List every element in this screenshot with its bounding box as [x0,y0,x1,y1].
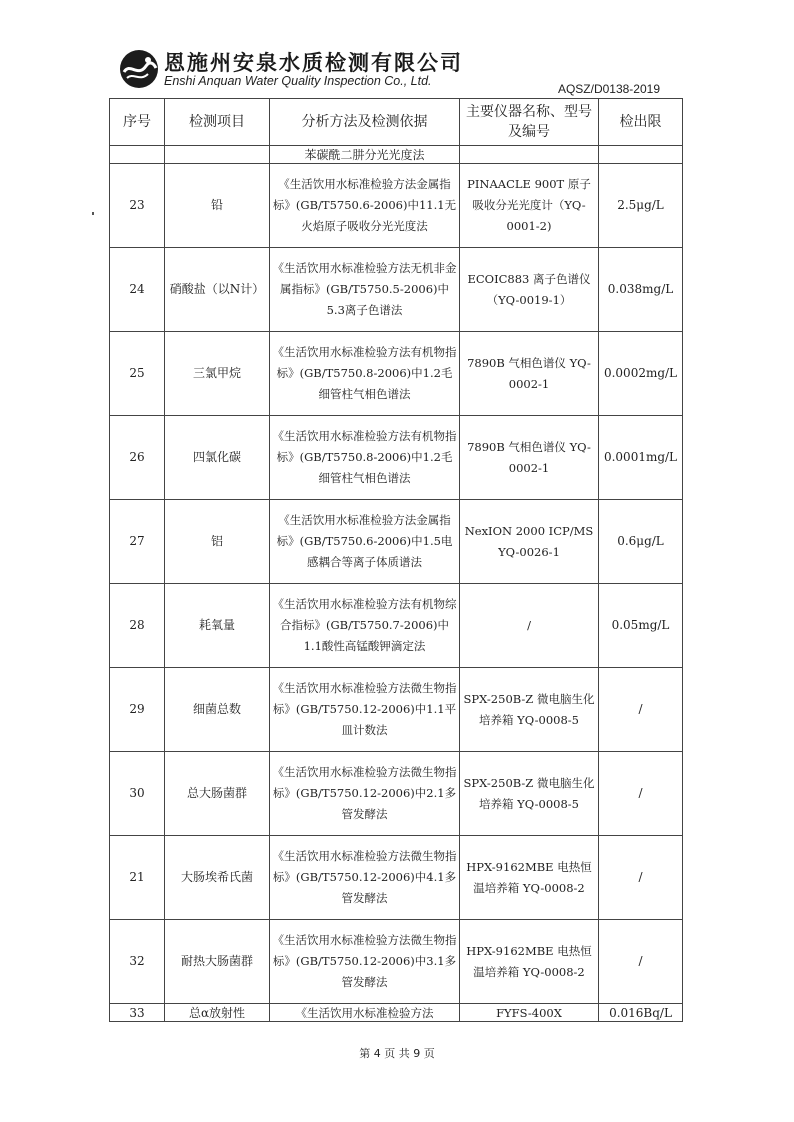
cell-seq: 30 [110,752,165,836]
cell-limit: / [599,920,683,1004]
header-item: 检测项目 [165,99,270,146]
table-row [110,920,683,1004]
cell-instrument: HPX-9162MBE 电热恒温培养箱 YQ-0008-2 [460,836,599,920]
cell-seq: 32 [110,920,165,1004]
table-row [110,164,683,248]
cell-seq: 29 [110,668,165,752]
document-code: AQSZ/D0138-2019 [557,82,660,96]
table-row [110,584,683,668]
cell-item: 铝 [165,500,270,584]
continuation-note: 苯碳酰二肼分光光度法 [270,146,460,164]
cell-seq: 26 [110,416,165,500]
table-row [110,668,683,752]
cell-item: 耐热大肠菌群 [165,920,270,1004]
cell-method: 《生活饮用水标准检验方法 [270,1004,460,1022]
table-row [110,332,683,416]
cell-limit: 0.0001mg/L [599,416,683,500]
cell-method: 《生活饮用水标准检验方法微生物指标》(GB/T5750.12-2006)中4.1多管发酵法 [270,836,460,920]
cell-seq: 33 [110,1004,165,1022]
cell-instrument: 7890B 气相色谱仪 YQ-0002-1 [460,332,599,416]
table-row [110,248,683,332]
cell-method: 《生活饮用水标准检验方法有机物综合指标》(GB/T5750.7-2006)中1.1酸性高锰酸钾滴定法 [270,584,460,668]
company-name-en: Enshi Anquan Water Quality Inspection Co., Ltd. [164,74,432,88]
continuation-row [110,146,683,164]
table-header-row [110,99,683,146]
test-methods-table [109,98,682,1022]
cell-limit: 2.5μg/L [599,164,683,248]
header-seq: 序号 [110,99,165,146]
cell-limit: / [599,836,683,920]
cell-item: 耗氧量 [165,584,270,668]
wave-logo-icon [118,48,160,90]
company-name-cn: 恩施州安泉水质检测有限公司 [164,50,463,75]
cell-limit: 0.016Bq/L [599,1004,683,1022]
cell-seq: 27 [110,500,165,584]
header-method: 分析方法及检测依据 [270,99,460,146]
cell-seq: 25 [110,332,165,416]
cell-seq: 28 [110,584,165,668]
cell-limit: 0.05mg/L [599,584,683,668]
table-row [110,836,683,920]
cell-item: 总α放射性 [165,1004,270,1022]
cell-instrument: NexION 2000 ICP/MS YQ-0026-1 [460,500,599,584]
cell-method: 《生活饮用水标准检验方法金属指标》(GB/T5750.6-2006)中1.5电感耦合等离子体质谱法 [270,500,460,584]
cell-item: 三氯甲烷 [165,332,270,416]
cell-seq: 21 [110,836,165,920]
cell-seq: 23 [110,164,165,248]
table-row-last [110,1004,683,1022]
cell-item: 硝酸盐（以N计） [165,248,270,332]
cell-item: 大肠埃希氏菌 [165,836,270,920]
page-number: 第 4 页 共 9 页 [359,1047,435,1060]
cell-instrument: FYFS-400X [460,1004,599,1022]
cell-method: 《生活饮用水标准检验方法有机物指标》(GB/T5750.8-2006)中1.2毛细管柱气相色谱法 [270,332,460,416]
cell-instrument: SPX-250B-Z 微电脑生化培养箱 YQ-0008-5 [460,668,599,752]
table-row [110,500,683,584]
header-instrument: 主要仪器名称、型号及编号 [460,99,599,146]
scan-speck [92,212,94,215]
cell-instrument: / [460,584,599,668]
cell-item: 总大肠菌群 [165,752,270,836]
table-row [110,752,683,836]
cell-method: 《生活饮用水标准检验方法无机非金属指标》(GB/T5750.5-2006)中5.3离子色谱法 [270,248,460,332]
cell-method: 《生活饮用水标准检验方法有机物指标》(GB/T5750.8-2006)中1.2毛细管柱气相色谱法 [270,416,460,500]
cell-item: 细菌总数 [165,668,270,752]
cell-instrument: PINAACLE 900T 原子吸收分光光度计（YQ-0001-2) [460,164,599,248]
cell-item: 四氯化碳 [165,416,270,500]
cell-seq: 24 [110,248,165,332]
cell-limit: / [599,752,683,836]
cell-instrument: 7890B 气相色谱仪 YQ-0002-1 [460,416,599,500]
cell-limit: 0.6μg/L [599,500,683,584]
cell-method: 《生活饮用水标准检验方法微生物指标》(GB/T5750.12-2006)中3.1多管发酵法 [270,920,460,1004]
cell-limit: / [599,668,683,752]
header-limit: 检出限 [599,99,683,146]
cell-limit: 0.038mg/L [599,248,683,332]
cell-method: 《生活饮用水标准检验方法金属指标》(GB/T5750.6-2006)中11.1无火焰原子吸收分光光度法 [270,164,460,248]
table-row [110,416,683,500]
cell-instrument: HPX-9162MBE 电热恒温培养箱 YQ-0008-2 [460,920,599,1004]
cell-method: 《生活饮用水标准检验方法微生物指标》(GB/T5750.12-2006)中2.1多管发酵法 [270,752,460,836]
cell-method: 《生活饮用水标准检验方法微生物指标》(GB/T5750.12-2006)中1.1平皿计数法 [270,668,460,752]
cell-item: 铅 [165,164,270,248]
cell-instrument: SPX-250B-Z 微电脑生化培养箱 YQ-0008-5 [460,752,599,836]
cell-limit: 0.0002mg/L [599,332,683,416]
cell-instrument: ECOIC883 离子色谱仪（YQ-0019-1） [460,248,599,332]
